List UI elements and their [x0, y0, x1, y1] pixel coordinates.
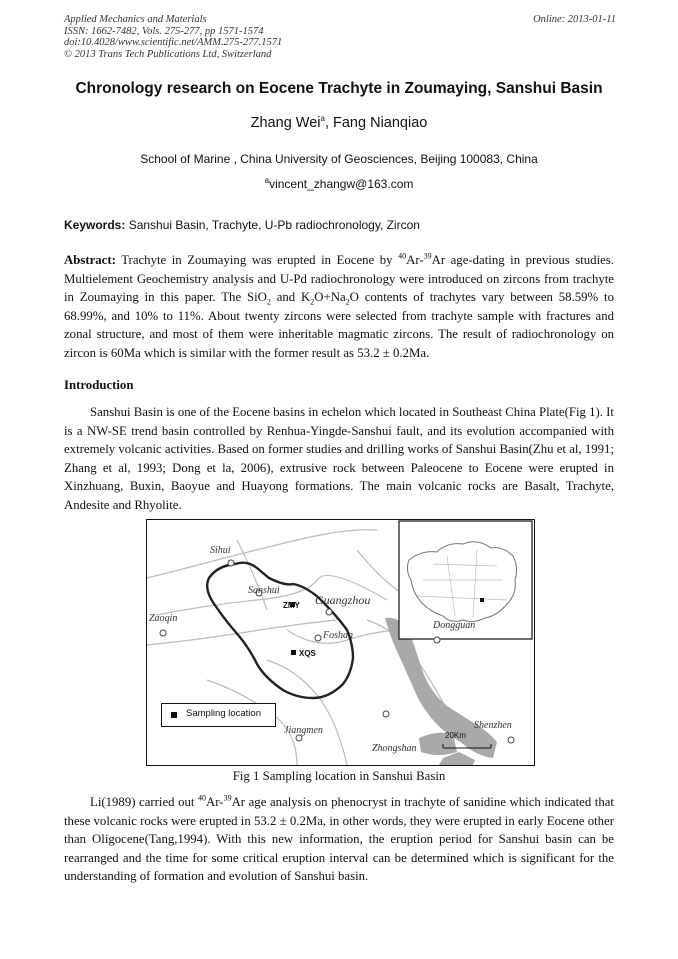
abstract-text: O contents of trachytes vary between 58.59% to 68.99%, and 10% to 11%. About twenty zircons were selected from trachyte sample with fractures and zonal structure, and most of them were inheritable magmatic zircons. The result of radiochronology on zircon is 60Ma which is similar with the former result as 53.2 ± 0.2Ma. — [64, 290, 614, 360]
label-shenzhen: Shenzhen — [474, 720, 512, 731]
abstract-text: O+Na — [314, 290, 346, 305]
label-dongguan: Dongguan — [433, 620, 476, 631]
paper-title: Chronology research on Eocene Trachyte in Zoumaying, Sanshui Basin — [75, 80, 603, 97]
email-address[interactable]: vincent_zhangw@163.com — [269, 177, 414, 191]
figure-caption: Fig 1 Sampling location in Sanshui Basin — [232, 769, 446, 783]
keywords — [64, 218, 420, 232]
label-guangzhou: Guangzhou — [315, 593, 371, 607]
abstract-text: Ar age-dating in previous studies. Multielement Geochemistry analysis and U-Pd radiochronology were introduced on zircons from trachyte in Zoumaying in this paper. The SiO — [64, 253, 614, 305]
superscript: 40 — [398, 251, 407, 261]
subscript: 2 — [310, 297, 315, 307]
keywords-label: Keywords: — [64, 218, 126, 232]
abstract-text: Ar- — [406, 253, 424, 267]
abstract-text: Trachyte in Zoumaying was erupted in Eocene by — [115, 253, 399, 267]
paragraph-text: Ar age analysis on phenocryst in trachyte of sanidine which indicated that these volcanic rocks were erupted in 53.2 ± 0.2Ma, in other words, they were erupted in early Eocene other than Oligocene(Tang,1994). With this new information, the eruption period for Sanshui basin can be rearranged and the time for some critical eruption interval can be determined which is significant for the understanding of formation and evolution of Sanshui basin. — [64, 795, 614, 884]
issn-line: ISSN: 1662-7482, Vols. 275-277, pp 1571-1574 — [64, 25, 264, 37]
superscript: 40 — [198, 793, 207, 803]
author-1: Zhang Wei — [250, 115, 321, 131]
email-superscript: a — [264, 176, 270, 185]
abstract-label: Abstract: — [64, 253, 116, 267]
label-jiangmen: Jiangmen — [284, 725, 323, 736]
label-sanshui: Sanshui — [248, 585, 280, 596]
authors — [40, 115, 638, 131]
subscript: 2 — [266, 297, 271, 307]
author-1-superscript: a — [320, 114, 325, 124]
intro-paragraph-1: Sanshui Basin is one of the Eocene basins in echelon which located in Southeast China Plate(Fig 1). It is a NW-SE trend basin controlled by Renhua-Yingde-Sanshui fault, and its evolution accompanied with extremely volcanic activities. Based on former studies and drilling works of Sanshui Basin(Zhu et al, 1991; Zhang et al, 1993; Dong et la, 2006), extrusive rock between Paleocene to Eocene were erupted in Xinzhuang, Buxin, Baoyue and Huayong formations. The main volcanic rocks are Basalt, Trachyte, Andesite and Rhyolite. — [64, 405, 614, 512]
copyright-line: © 2013 Trans Tech Publications Ltd, Switzerland — [64, 48, 272, 60]
sample-marker-xqs — [291, 650, 296, 655]
email-line — [40, 177, 638, 191]
label-sihui: Sihui — [210, 545, 231, 556]
map-legend — [161, 703, 276, 727]
paragraph-text: Li(1989) carried out — [90, 795, 199, 809]
affiliation: School of Marine , China University of Geosciences, Beijing 100083, China — [140, 152, 538, 166]
superscript: 39 — [223, 793, 232, 803]
author-2: Fang Nianqiao — [333, 115, 428, 131]
superscript: 39 — [423, 251, 432, 261]
running-header — [64, 14, 616, 60]
scale-label: 20Km — [445, 731, 466, 740]
label-xqs: XQS — [299, 649, 316, 658]
figure-map — [146, 519, 535, 766]
abstract — [64, 251, 614, 363]
label-zhongshan: Zhongshan — [372, 743, 417, 754]
doi-line: doi:10.4028/www.scientific.net/AMM.275-277.1571 — [64, 37, 283, 48]
online-date: Online: 2013-01-11 — [533, 14, 616, 25]
label-zmy: ZMY — [283, 601, 300, 610]
legend-label: Sampling location — [186, 708, 261, 719]
label-foshan: Foshan — [323, 630, 353, 641]
legend-marker — [171, 712, 177, 718]
journal-name: Applied Mechanics and Materials — [64, 14, 207, 25]
section-heading-introduction: Introduction — [64, 378, 134, 392]
author-separator: , — [324, 115, 334, 131]
paragraph-text: Ar- — [206, 795, 224, 809]
subscript: 2 — [345, 297, 350, 307]
keywords-text: Sanshui Basin, Trachyte, U-Pb radiochronology, Zircon — [125, 218, 420, 232]
abstract-text: and K — [270, 290, 311, 305]
intro-paragraph-2 — [64, 793, 614, 886]
label-zaoqin: Zaoqin — [149, 613, 178, 624]
